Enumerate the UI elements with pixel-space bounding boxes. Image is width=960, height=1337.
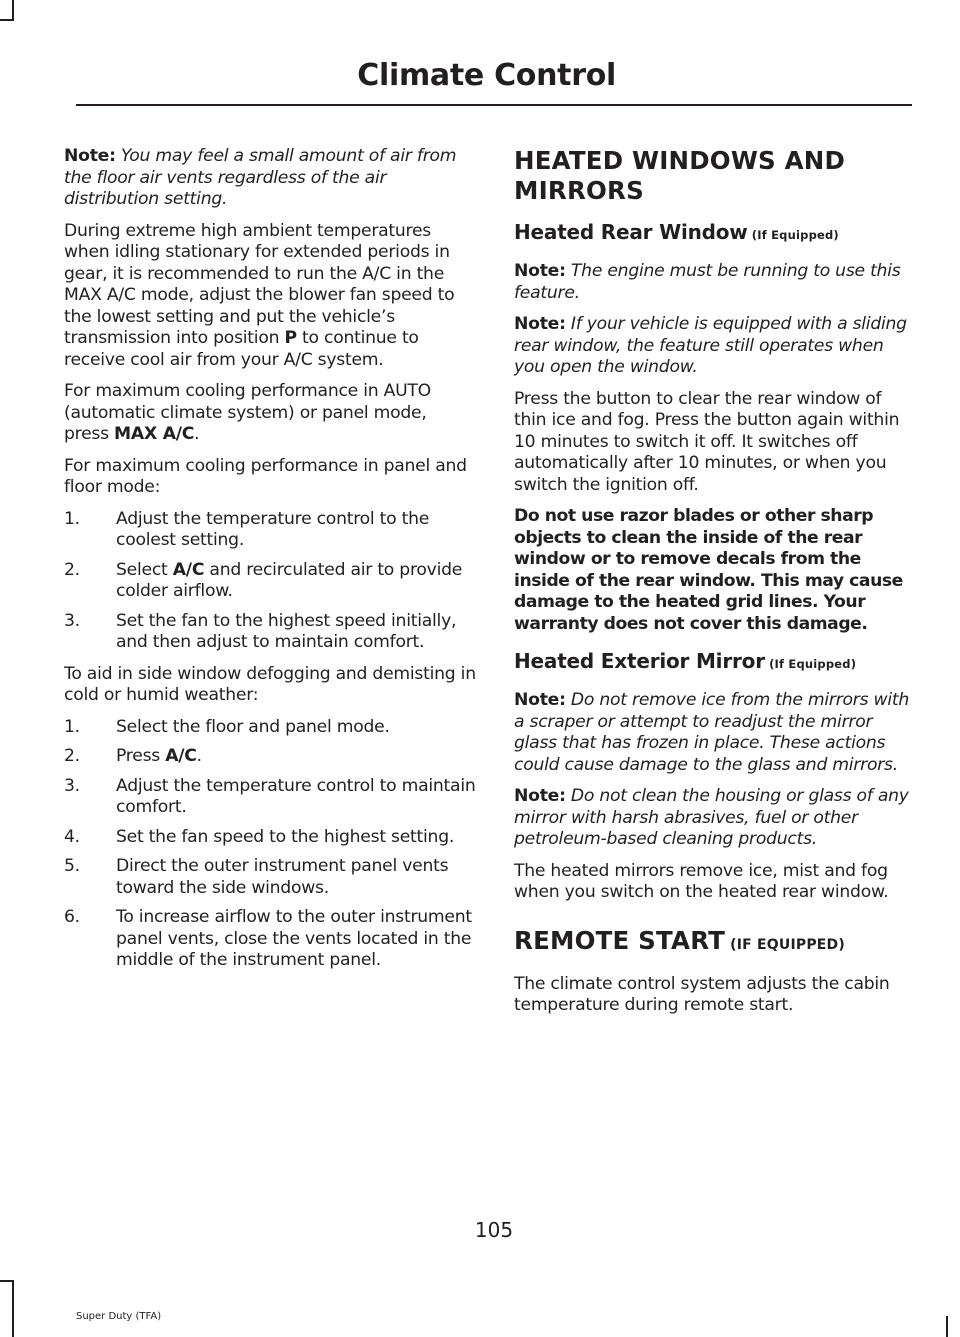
- list-item: [64, 509, 476, 552]
- note-text: The engine must be running to use this feature.: [514, 261, 901, 303]
- note-label: Note:: [64, 146, 116, 166]
- list-text: Set the fan to the highest speed initially, and then adjust to maintain comfort.: [116, 610, 457, 652]
- list-item: [64, 776, 476, 819]
- list-text: To increase airflow to the outer instrument panel vents, close the vents located in the middle of the instrument panel.: [116, 907, 472, 970]
- bold-run: A/C: [172, 559, 205, 580]
- list-number: 4.: [64, 826, 80, 847]
- list-number: 1.: [64, 716, 80, 737]
- note-paragraph: [514, 314, 910, 379]
- list-text: Select the floor and panel mode.: [116, 716, 390, 737]
- numbered-list-cooling: [64, 509, 476, 654]
- text-run: During extreme high ambient temperatures when idling stationary for extended periods in gear, it is recommended to run the A/C in the MAX A/C mode, adjust the blower fan speed to the lowest setting and put the vehicle’s transmission into position: [64, 220, 455, 348]
- subheading-rear-window: [514, 220, 910, 247]
- page-title: Climate Control: [357, 58, 616, 93]
- list-text: Press: [116, 746, 166, 766]
- note-label: Note:: [514, 261, 566, 281]
- crop-mark: [0, 1280, 14, 1282]
- header-rule: [76, 104, 912, 106]
- list-number: 5.: [64, 856, 80, 876]
- crop-mark: [946, 1316, 948, 1337]
- body-paragraph: The climate control system adjusts the cabin temperature during remote start.: [514, 973, 890, 1015]
- numbered-list-defog: [64, 717, 476, 972]
- text-run: For maximum cooling performance in AUTO (automatic climate system) or panel mode, press: [64, 381, 431, 444]
- list-item: [64, 560, 476, 603]
- section-heading-remote-start: [514, 926, 910, 960]
- list-number: 6.: [64, 907, 80, 927]
- body-paragraph: [64, 381, 476, 446]
- subheading-text: Heated Rear Window: [514, 220, 748, 244]
- list-item: [64, 907, 476, 972]
- if-equipped-label: (If Equipped): [747, 228, 839, 242]
- crop-mark: [0, 19, 14, 21]
- note-label: Note:: [514, 690, 566, 710]
- list-item: [64, 746, 476, 768]
- list-item: [64, 611, 476, 654]
- list-text: .: [196, 746, 202, 766]
- list-number: 3.: [64, 775, 80, 796]
- list-text: and recirculated air to provide colder airflow.: [116, 559, 463, 601]
- subheading-text: Heated Exterior Mirror: [514, 649, 765, 673]
- note-paragraph: [514, 786, 910, 851]
- note-paragraph: [64, 146, 476, 211]
- note-text: Do not remove ice from the mirrors with a scraper or attempt to readjust the mirror glass that has frozen in place. These actions could cause damage to the glass and mirrors.: [514, 690, 909, 775]
- list-text: Adjust the temperature control to maintain comfort.: [116, 775, 476, 817]
- if-equipped-label: (If Equipped): [764, 657, 857, 671]
- list-text: Select: [116, 559, 173, 580]
- footer-model: Super Duty (TFA): [76, 1311, 162, 1322]
- bold-run: A/C: [165, 746, 197, 766]
- list-item: [64, 827, 476, 849]
- page-number: 105: [474, 1218, 514, 1242]
- note-text: If your vehicle is equipped with a sliding rear window, the feature still operates when you open the window.: [514, 314, 907, 377]
- list-item: [64, 717, 476, 739]
- bold-run: MAX A/C: [114, 424, 195, 444]
- list-item: [64, 856, 476, 899]
- body-paragraph: Press the button to clear the rear window of thin ice and fog. Press the button again within 10 minutes to switch it off. It switches off automatically after 10 minutes, or when you switch the ignition off.: [514, 388, 900, 495]
- crop-mark: [12, 1280, 14, 1337]
- body-paragraph: [64, 221, 476, 372]
- body-paragraph: For maximum cooling performance in panel and floor mode:: [64, 455, 467, 497]
- text-run: to continue to receive cool air from your A/C system.: [64, 328, 419, 370]
- note-paragraph: [514, 690, 910, 776]
- left-column: [64, 146, 476, 982]
- list-text: Set the fan speed to the highest setting.: [116, 826, 455, 847]
- note-text: You may feel a small amount of air from the floor air vents regardless of the air distribution setting.: [64, 146, 457, 209]
- list-text: Adjust the temperature control to the coolest setting.: [116, 508, 430, 550]
- list-text: Direct the outer instrument panel vents toward the side windows.: [116, 856, 449, 898]
- body-paragraph: To aid in side window defogging and demisting in cold or humid weather:: [64, 663, 476, 705]
- list-number: 1.: [64, 508, 80, 529]
- crop-mark: [12, 0, 14, 19]
- list-number: 3.: [64, 610, 80, 631]
- note-label: Note:: [514, 314, 566, 334]
- list-number: 2.: [64, 559, 80, 580]
- note-label: Note:: [514, 786, 566, 806]
- note-text: Do not clean the housing or glass of any mirror with harsh abrasives, fuel or other petroleum-based cleaning products.: [514, 786, 909, 849]
- section-heading-heated: HEATED WINDOWS AND MIRRORS: [514, 146, 846, 205]
- heading-text: REMOTE START: [514, 925, 726, 955]
- note-paragraph: [514, 261, 910, 304]
- right-column: [514, 146, 910, 1027]
- subheading-exterior-mirror: [514, 649, 910, 676]
- body-paragraph: The heated mirrors remove ice, mist and fog when you switch on the heated rear window.: [514, 860, 889, 902]
- text-run: .: [194, 424, 200, 444]
- warning-paragraph: Do not use razor blades or other sharp objects to clean the inside of the rear window or to remove decals from the inside of the rear window. This may cause damage to the heated grid lines. Your warranty does not cover this damage.: [514, 506, 903, 634]
- list-number: 2.: [64, 746, 80, 766]
- bold-run: P: [284, 328, 297, 348]
- if-equipped-label: (IF EQUIPPED): [725, 936, 845, 953]
